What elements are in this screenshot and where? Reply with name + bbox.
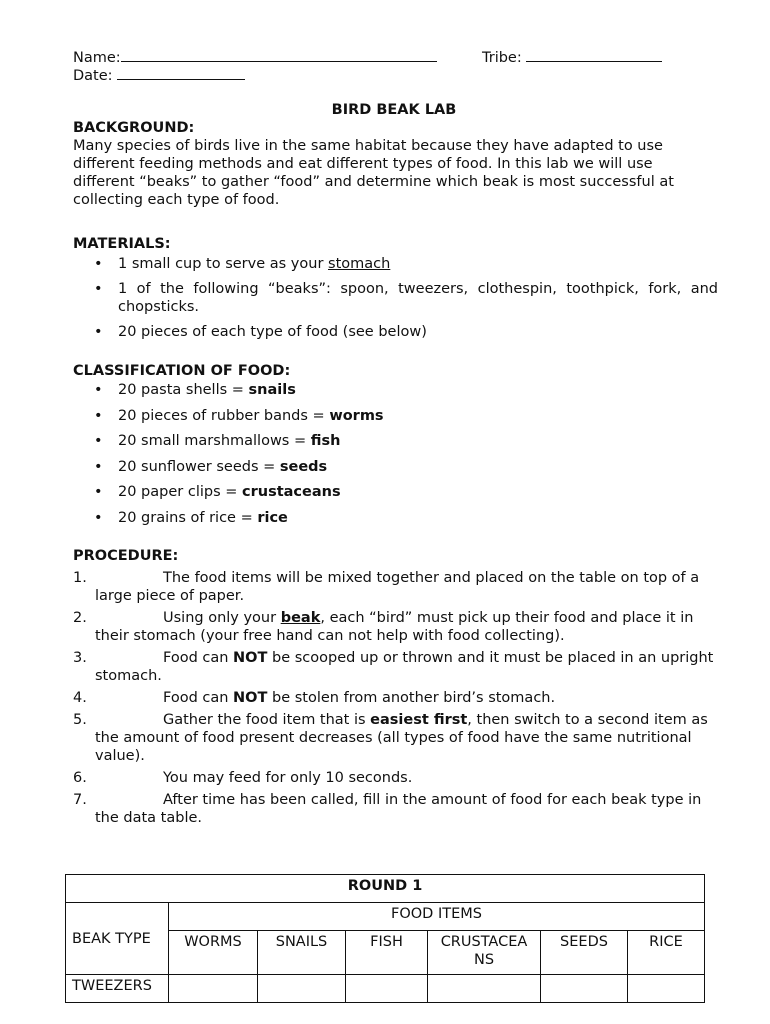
classification-list — [73, 381, 718, 527]
food-item-text: 20 pieces of rubber bands = — [118, 407, 330, 424]
column-header: FISH — [346, 931, 428, 975]
step-emphasis: easiest first — [370, 712, 468, 728]
food-item-category: seeds — [279, 458, 328, 475]
date-field — [73, 65, 245, 85]
procedure-step-6 — [73, 769, 718, 787]
step-text: be stolen from another bird’s stomach. — [267, 690, 556, 706]
food-item-text: 20 pasta shells = — [118, 382, 249, 398]
step-number: 1. — [73, 570, 87, 586]
list-item — [73, 483, 718, 501]
list-item — [73, 280, 718, 316]
materials-item-1-text: 1 small cup to serve as your — [118, 256, 329, 272]
column-header: SNAILS — [258, 931, 346, 975]
step-text: be scooped up or thrown and it must be placed in an upright stomach. — [95, 650, 714, 684]
name-label: Name: — [73, 50, 121, 66]
food-item-category: snails — [248, 382, 296, 398]
document-title: BIRD BEAK LAB — [331, 102, 457, 118]
procedure-step-1 — [73, 569, 718, 605]
food-item-text: 20 grains of rice = — [118, 509, 258, 526]
step-number: 3. — [73, 650, 87, 666]
step-text: Food can — [163, 690, 234, 706]
materials-section — [73, 235, 718, 341]
data-cell[interactable] — [428, 975, 541, 1003]
beak-type-header: BEAK TYPE — [66, 903, 169, 975]
procedure-heading: PROCEDURE: — [73, 548, 179, 564]
classification-section — [73, 362, 718, 527]
tribe-blank[interactable] — [526, 47, 662, 62]
step-text: Using only your — [163, 610, 281, 626]
column-header: RICE — [628, 931, 705, 975]
procedure-step-4 — [73, 689, 718, 707]
materials-heading: MATERIALS: — [73, 236, 171, 252]
step-emphasis: NOT — [233, 650, 268, 666]
food-item-category: fish — [310, 433, 341, 449]
data-cell[interactable] — [169, 975, 258, 1003]
step-number: 7. — [73, 792, 87, 808]
materials-list — [73, 255, 718, 341]
food-items-header: FOOD ITEMS — [169, 903, 705, 931]
step-number: 6. — [73, 770, 87, 786]
step-number: 5. — [73, 712, 87, 728]
background-section — [73, 119, 718, 209]
step-text: The food items will be mixed together and placed on the table on top of a large piece of paper. — [95, 570, 700, 604]
step-emphasis: beak — [280, 610, 321, 626]
tribe-field — [482, 47, 662, 67]
food-item-category: worms — [329, 407, 384, 424]
list-item — [73, 458, 718, 476]
food-item-text: 20 sunflower seeds = — [118, 458, 280, 475]
column-header: CRUSTACEA NS — [428, 931, 541, 975]
date-label: Date: — [73, 68, 113, 84]
step-text: Gather the food item that is — [163, 712, 371, 728]
name-blank[interactable] — [121, 47, 437, 62]
list-item — [73, 407, 718, 425]
table-row — [66, 975, 705, 1003]
list-item — [73, 381, 718, 399]
food-item-text: 20 paper clips = — [118, 484, 243, 500]
procedure-step-2 — [73, 609, 718, 645]
step-text: , then switch to a second item as the amount of food present decreases (all types of food have the same nutritional value). — [95, 712, 708, 764]
list-item — [73, 432, 718, 450]
list-item — [73, 323, 718, 341]
name-field — [73, 47, 437, 67]
column-header: SEEDS — [541, 931, 628, 975]
step-text: Food can — [163, 650, 234, 666]
materials-item-2-text: 1 of the following “beaks”: spoon, tweezers, clothespin, toothpick, fork, and chopsticks. — [118, 281, 718, 315]
tribe-label: Tribe: — [482, 50, 522, 66]
list-item — [73, 255, 718, 273]
background-heading: BACKGROUND: — [73, 120, 195, 136]
table-row — [66, 903, 705, 931]
procedure-step-3 — [73, 649, 718, 685]
procedure-step-5 — [73, 711, 718, 765]
step-emphasis: NOT — [233, 690, 268, 706]
food-item-text: 20 small marshmallows = — [118, 433, 311, 449]
step-number: 2. — [73, 610, 87, 626]
data-cell[interactable] — [346, 975, 428, 1003]
data-cell[interactable] — [258, 975, 346, 1003]
materials-item-3-text: 20 pieces of each type of food (see below) — [118, 324, 427, 340]
step-number: 4. — [73, 690, 87, 706]
food-item-category: crustaceans — [242, 484, 341, 500]
food-item-category: rice — [257, 509, 288, 526]
procedure-step-7 — [73, 791, 718, 827]
data-cell[interactable] — [628, 975, 705, 1003]
list-item — [73, 509, 718, 527]
step-text: After time has been called, fill in the amount of food for each beak type in the data table. — [95, 792, 702, 826]
beak-name-cell: TWEEZERS — [66, 975, 169, 1003]
classification-heading: CLASSIFICATION OF FOOD: — [73, 363, 291, 379]
round-title: ROUND 1 — [66, 875, 705, 903]
step-text: You may feed for only 10 seconds. — [163, 770, 413, 786]
materials-item-1-underlined: stomach — [328, 256, 391, 272]
date-blank[interactable] — [117, 65, 245, 80]
data-table — [65, 874, 705, 1003]
column-header: WORMS — [169, 931, 258, 975]
data-cell[interactable] — [541, 975, 628, 1003]
step-text: , each “bird” must pick up their food and place it in their stomach (your free hand can not help with food collecting). — [95, 610, 694, 644]
table-row — [66, 875, 705, 903]
background-text: Many species of birds live in the same habitat because they have adapted to use different feeding methods and eat different types of food. In this lab we will use different “beaks” to gather “food” and determine which beak is most successful at collecting each type of food. — [73, 138, 674, 208]
